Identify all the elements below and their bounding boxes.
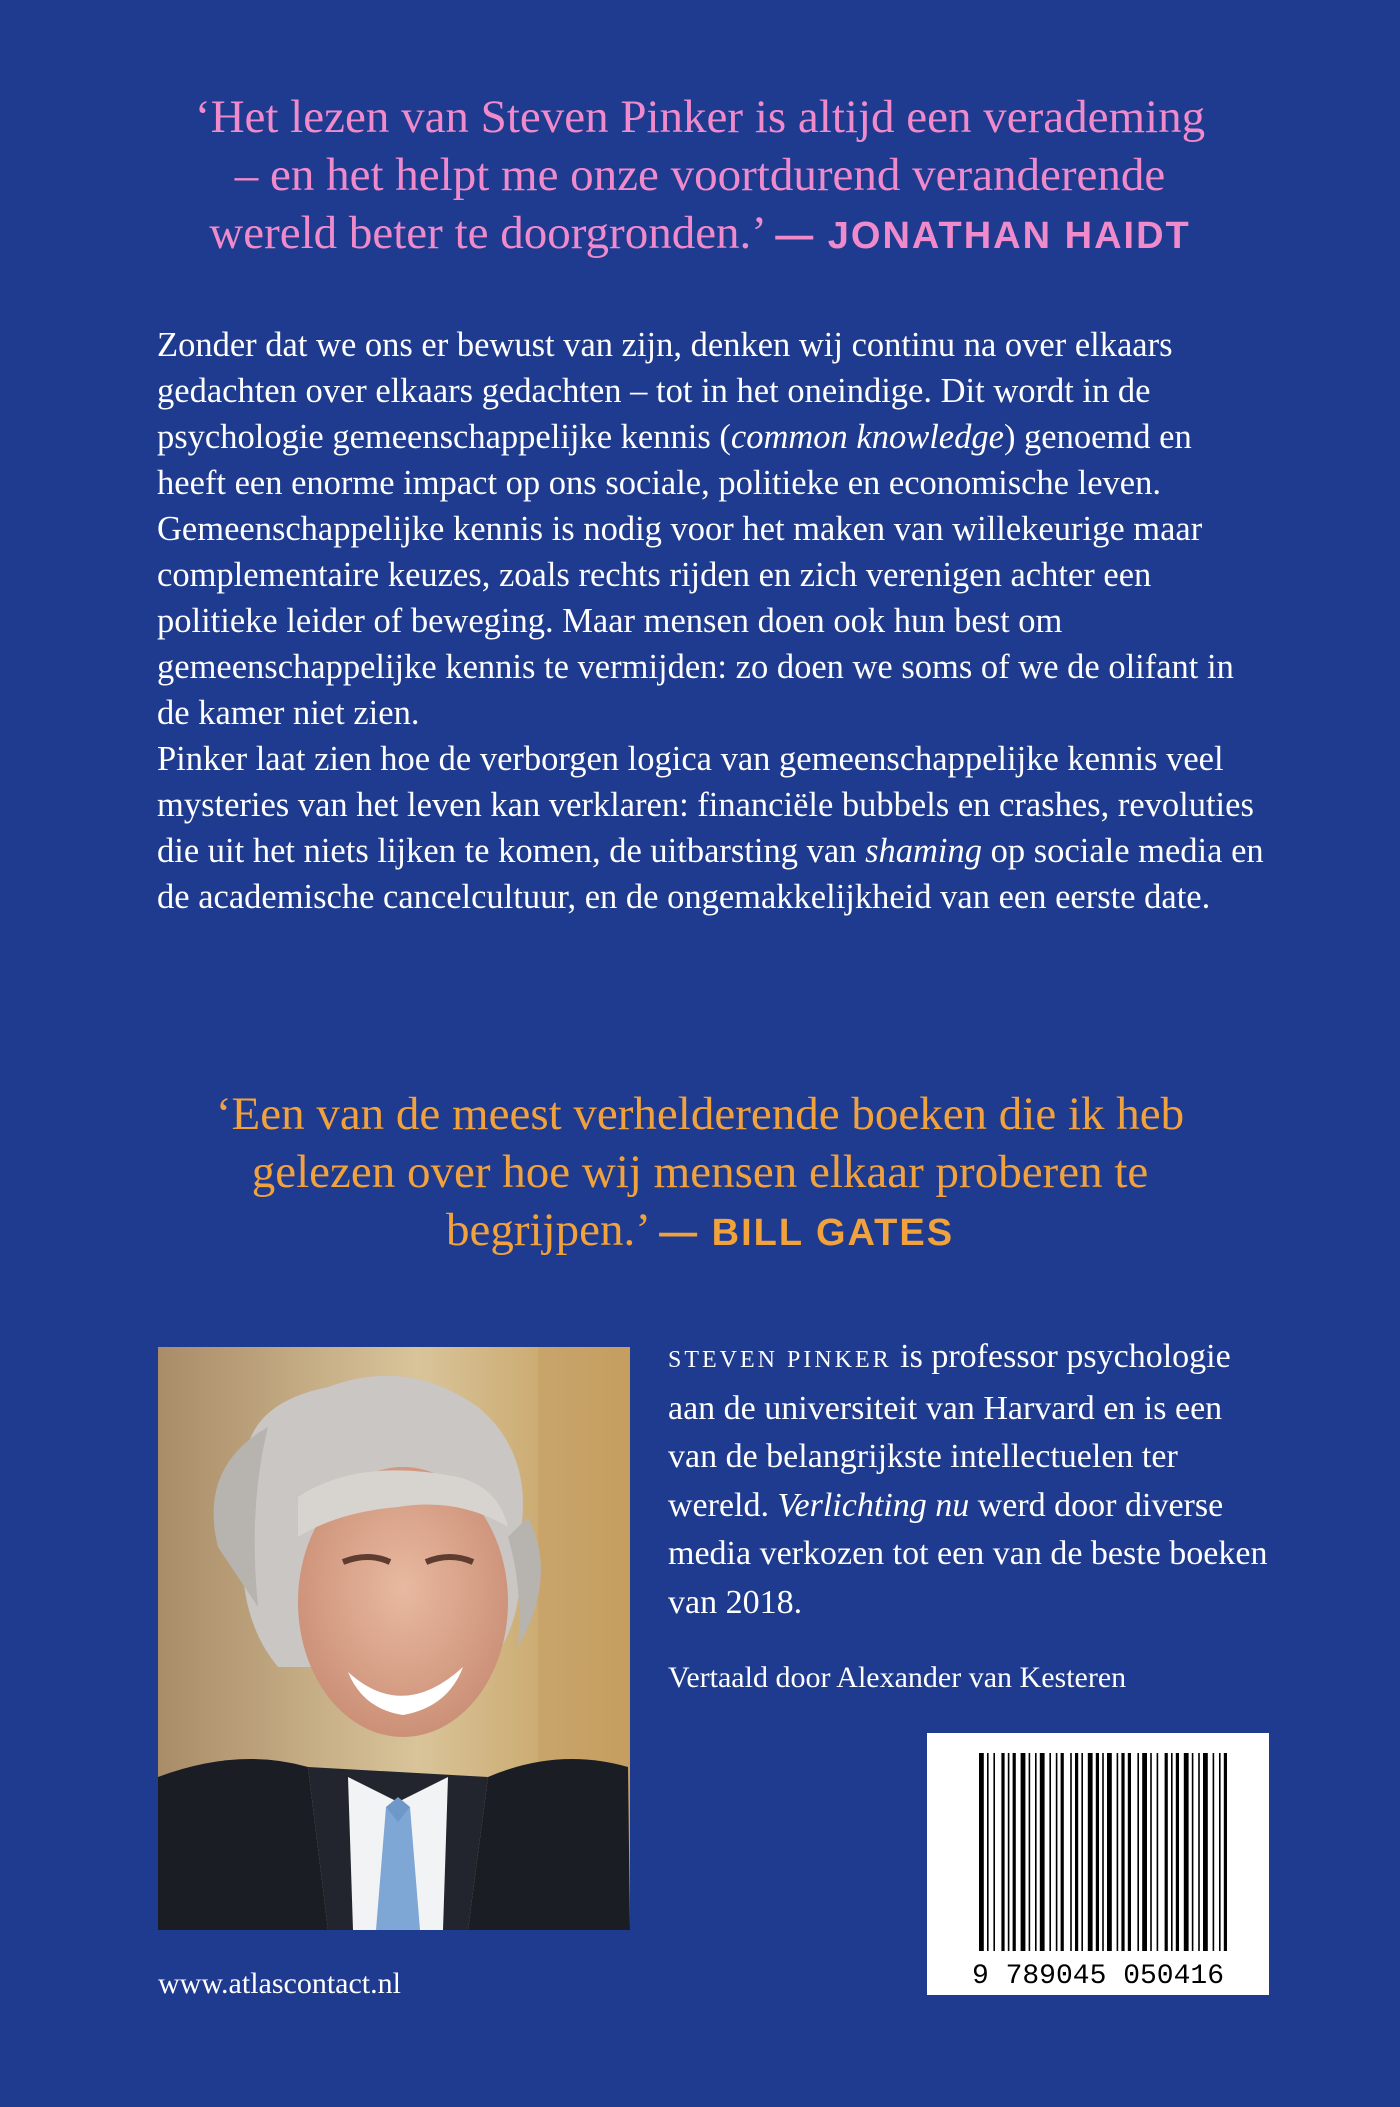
quote-line: gelezen over hoe wij mensen elkaar proberen te — [251, 1146, 1149, 1198]
barcode-bar — [1150, 1753, 1152, 1951]
isbn-barcode — [927, 1733, 1269, 1995]
quote-line: wereld beter te doorgronden.’ — [209, 207, 764, 259]
barcode-bar — [993, 1753, 995, 1951]
barcode-bar — [1096, 1753, 1099, 1951]
barcode-bar — [1056, 1753, 1058, 1951]
isbn-number: 9 789045 050416 — [971, 1961, 1225, 1992]
barcode-bar — [1165, 1753, 1168, 1951]
barcode-bar — [1040, 1753, 1045, 1951]
publisher-website[interactable]: www.atlascontact.nl — [158, 1967, 401, 2000]
barcode-bar — [1121, 1753, 1124, 1951]
barcode-bar — [1203, 1753, 1208, 1951]
barcode-bar — [1192, 1753, 1194, 1951]
barcode-bar — [1021, 1753, 1026, 1951]
quote-attribution: — JONATHAN HAIDT — [775, 215, 1191, 257]
barcode-bar — [1219, 1753, 1221, 1951]
author-photo — [158, 1347, 630, 1930]
book-title: Verlichting nu — [777, 1486, 970, 1524]
translator-credit: Vertaald door Alexander van Kesteren — [668, 1661, 1127, 1694]
barcode-bar — [1198, 1753, 1200, 1951]
quote-line: ‘Het lezen van Steven Pinker is altijd een verademing — [194, 91, 1206, 143]
barcode-bar — [1013, 1753, 1016, 1951]
barcode-bar — [1142, 1753, 1147, 1951]
barcode-bar — [1061, 1753, 1064, 1951]
author-bio: STEVEN PINKER is professor psychologie aan de universiteit van Harvard en is een van de belangrijkste intellectuelen ter wereld. Verlichting nu werd door diverse media verkozen tot een van de beste boeken van 2018. — [668, 1338, 1268, 1621]
barcode-bar — [1008, 1753, 1010, 1951]
barcode-bar — [1035, 1753, 1037, 1951]
barcode-bar — [1075, 1753, 1078, 1951]
barcode-bar — [1117, 1753, 1119, 1951]
barcode-bar — [987, 1753, 989, 1951]
quote-attribution: — BILL GATES — [659, 1212, 955, 1254]
barcode-bar — [1029, 1753, 1031, 1951]
quote-line: begrijpen.’ — [445, 1204, 648, 1256]
barcode-bar — [1049, 1753, 1051, 1951]
barcode-bar — [1213, 1753, 1215, 1951]
author-name: STEVEN PINKER — [668, 1347, 892, 1373]
blurb-paragraph: Pinker laat zien hoe de verborgen logica van gemeenschappelijke kennis veel mysteries van het leven kan verklaren: financiële bubbels en crashes, revoluties die uit het niets lijken te komen, de uitbarsting van shaming op sociale media en de academische cancelcultuur, en de ongemakkelijkheid van een eerste date. — [157, 740, 1264, 916]
barcode-bar — [1102, 1753, 1104, 1951]
blurb-paragraph: Zonder dat we ons er bewust van zijn, denken wij continu na over elkaars gedachten over elkaars gedachten – tot in het oneindige. Dit wordt in de psychologie gemeenschappelijke kennis (common knowledge) genoemd en heeft een enorme impact op ons sociale, politieke en economische leven. — [157, 326, 1192, 502]
barcode-bar — [1224, 1753, 1227, 1951]
barcode-bar — [1001, 1753, 1004, 1951]
barcode-bar — [1176, 1753, 1179, 1951]
barcode-bar — [1107, 1753, 1112, 1951]
barcode-bar — [1157, 1753, 1159, 1951]
barcode-bar — [1081, 1753, 1083, 1951]
quote-line: ‘Een van de meest verhelderende boeken die ik heb — [215, 1088, 1185, 1140]
barcode-bar — [979, 1753, 984, 1951]
book-blurb — [157, 322, 1267, 920]
blurb-paragraph: Gemeenschappelijke kennis is nodig voor het maken van willekeurige maar complementaire keuzes, zoals rechts rijden en zich verenigen achter een politieke leider of beweging. Maar mensen doen ook hun best om gemeenschappelijke kennis te vermijden: zo doen we soms of we de olifant in de kamer niet zien. — [157, 510, 1234, 732]
bottom-review-quote — [150, 1085, 1250, 1262]
quote-line: – en het helpt me onze voortdurend veranderende — [234, 149, 1166, 201]
barcode-bar — [1070, 1753, 1072, 1951]
barcode-bar — [1184, 1753, 1189, 1951]
top-review-quote — [150, 88, 1250, 265]
barcode-bar — [1128, 1753, 1131, 1951]
barcode-bar — [1137, 1753, 1139, 1951]
barcode-bar — [1088, 1753, 1093, 1951]
barcode-bar — [1171, 1753, 1173, 1951]
